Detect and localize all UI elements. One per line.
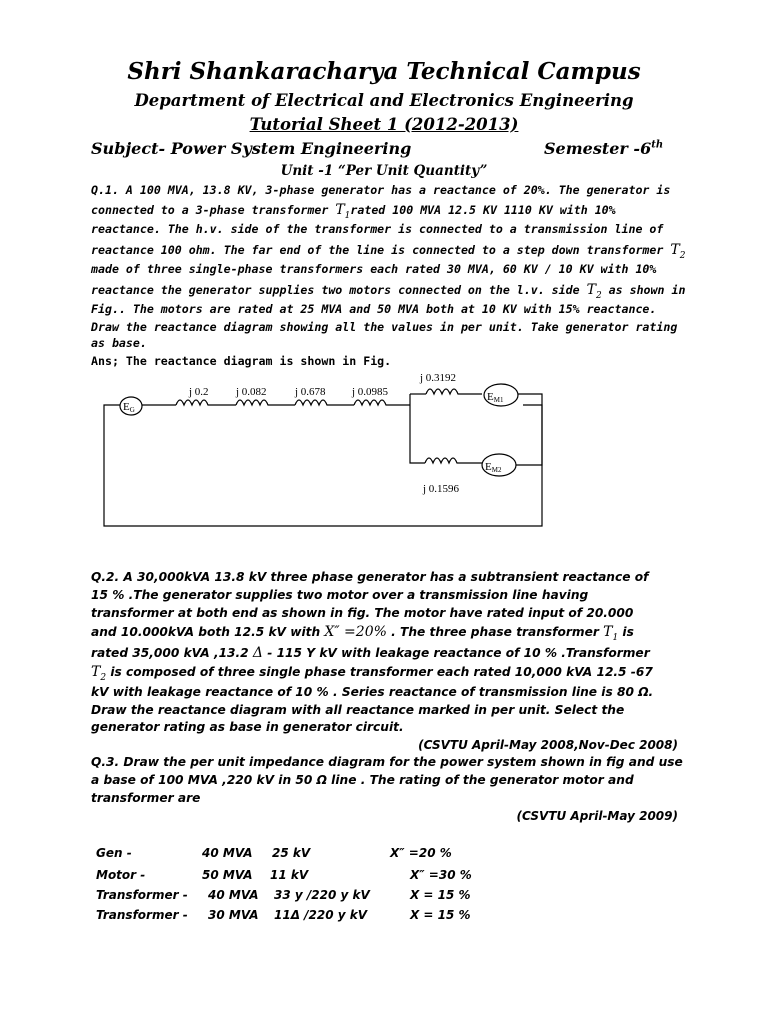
- rating-name: Transformer -: [96, 908, 188, 922]
- motor-1-label: EM1: [487, 391, 504, 404]
- text-line: reactance the generator supplies two motors connected on the l.v. side $T_2$ as shown in: [91, 282, 686, 301]
- generator-label: EG: [123, 401, 135, 414]
- reactance-label: j 0.082: [236, 386, 267, 398]
- page-title: Shri Shankaracharya Technical Campus: [127, 58, 641, 85]
- tutorial-heading: Tutorial Sheet 1 (2012-2013): [249, 115, 519, 134]
- inductor-j0.1596: [425, 458, 459, 463]
- motor-1-reactance-label: j 0.3192: [420, 372, 457, 384]
- text-line: a base of 100 MVA ,220 kV in 50 Ω line . The rating of the generator motor and: [91, 773, 634, 787]
- reactance-label: j 0.2: [189, 386, 209, 398]
- text-line: transformer at both end as shown in fig. The motor have rated input of 20.000: [91, 606, 634, 620]
- rating-mva: 40 MVA: [202, 846, 253, 860]
- reactance-diagram: [90, 363, 560, 538]
- department-heading: Department of Electrical and Electronics Engineering: [134, 91, 634, 110]
- rating-kv: 11Δ /220 y kV: [274, 908, 368, 922]
- inductor-j0.2: [176, 400, 210, 405]
- unit-heading: Unit -1 “Per Unit Quantity”: [280, 163, 488, 179]
- rating-mva: 50 MVA: [202, 868, 253, 882]
- semester-superscript: th: [651, 139, 664, 151]
- rating-mva: 40 MVA: [208, 888, 259, 902]
- rating-reactance: X = 15 %: [410, 908, 471, 922]
- rating-reactance: X″ =20 %: [390, 846, 452, 860]
- rating-name: Transformer -: [96, 888, 188, 902]
- subject-label: Subject- Power System Engineering: [91, 139, 412, 158]
- semester-text: Semester -6: [544, 139, 652, 158]
- inductor-j0.082: [236, 400, 270, 405]
- rating-kv: 25 kV: [272, 846, 311, 860]
- reactance-label: j 0.0985: [352, 386, 389, 398]
- rating-name: Gen -: [96, 846, 132, 860]
- text-line: generator rating as base in generator circuit.: [91, 720, 404, 734]
- motor-2-label: EM2: [485, 461, 502, 474]
- rating-reactance: X″ =30 %: [410, 868, 472, 882]
- motor-2-reactance-label: j 0.1596: [423, 483, 460, 495]
- text-line: reactance. The h.v. side of the transformer is connected to a transmission line of: [91, 222, 664, 236]
- text-line: reactance 100 ohm. The far end of the line is connected to a step down transformer $T_2$: [91, 242, 686, 261]
- text-line: and 10.000kVA both 12.5 kV with X″ =20% . The three phase transformer $T_1$ is: [91, 624, 634, 643]
- rating-kv: 33 y /220 y kV: [274, 888, 370, 902]
- reactance-label: j 0.678: [295, 386, 326, 398]
- rating-kv: 11 kV: [270, 868, 309, 882]
- inductor-j0.3192: [426, 389, 460, 394]
- rating-reactance: X = 15 %: [410, 888, 471, 902]
- text-line: rated 35,000 kVA ,13.2 Δ - 115 Y kV with leakage reactance of 10 % .Transformer: [91, 645, 650, 661]
- question-2-source: (CSVTU April-May 2008,Nov-Dec 2008): [418, 738, 678, 752]
- text-line: Draw the reactance diagram with all reactance marked in per unit. Select the: [91, 703, 625, 717]
- text-line: as base.: [91, 336, 147, 350]
- text-line: 15 % .The generator supplies two motor over a transmission line having: [91, 588, 589, 602]
- semester-label: [544, 139, 663, 158]
- inductor-j0.678: [295, 400, 329, 405]
- wire-return: [104, 405, 542, 526]
- rating-name: Motor -: [96, 868, 146, 882]
- text-line: made of three single-phase transformers each rated 30 MVA, 60 KV / 10 KV with 10%: [91, 262, 657, 276]
- answer-line: Ans; The reactance diagram is shown in Fig.: [91, 354, 392, 368]
- rating-mva: 30 MVA: [208, 908, 259, 922]
- text-line: kV with leakage reactance of 10 % . Series reactance of transmission line is 80 Ω.: [91, 685, 654, 699]
- text-line: Q.1. A 100 MVA, 13.8 KV, 3-phase generator has a reactance of 20%. The generator is: [91, 183, 671, 197]
- inductor-j0.0985: [354, 400, 388, 405]
- text-line: transformer are: [91, 791, 201, 805]
- text-line: connected to a 3-phase transformer $T_1rated$ 100 MVA 12.5 KV 1110 KV with 10%: [91, 202, 616, 221]
- text-line: Q.3. Draw the per unit impedance diagram for the power system shown in fig and use: [91, 755, 683, 769]
- text-line: Draw the reactance diagram showing all the values in per unit. Take generator rating: [91, 320, 678, 334]
- question-3-source: (CSVTU April-May 2009): [516, 809, 678, 823]
- text-line: Q.2. A 30,000kVA 13.8 kV three phase generator has a subtransient reactance of: [91, 570, 649, 584]
- text-line: Fig.. The motors are rated at 25 MVA and 50 MVA both at 10 KV with 15% reactance.: [91, 302, 657, 316]
- text-line: $T_2$ is composed of three single phase transformer each rated 10,000 kVA 12.5 -67: [91, 664, 653, 683]
